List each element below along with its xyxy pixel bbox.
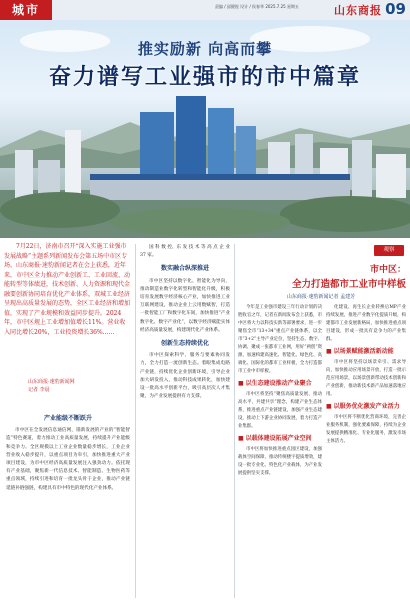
lead-paragraph: 7月22日，济南市召开“深入实施工业强市发展战略”主题系列新闻发布会第五场中市区专场。山东商报·速豹新闻记者在会上获悉，近年来，市中区全力推动产业创新工、工业回流、动能转型等体绩进，技术创新、人力资源和现代金融要创新协同培育优化产业体系，双城工业经济呈现出高质量发展的态势，全区工业经济和增加值，实现了产业规模和效益同步提升。2024年，市中区规上工业增加值增长11%。营业收入同比增长20%，工业投资增长36%…… <box>4 243 131 336</box>
observation-author: 山东商报·速豹新闻记者 孟建芳 <box>286 294 356 300</box>
head-scene: ■ 以场景赋能激活新动能 <box>326 348 406 356</box>
hero-kicker: 推实励新 向高而攀 <box>137 40 273 58</box>
observation-title: 市中区： <box>369 265 406 275</box>
column-2-text: 市中区坚持以数字化、智能化为导向，推动制造业数字化转型和智能化升级，积极培育发展数字经济核心产业，加快推进工业互联网建设，推动企业上云用数赋智，打造一批智能工厂和数字化车间，加快推进“产业数字化、数字产业化”，以数字经济赋能实体经济高质量发展，构建现代化产业体系。 <box>140 278 230 333</box>
head-carrier: ■ 以载体建设拓展产业空间 <box>238 435 322 443</box>
column-1-text: 市中区在全发展信息通信网，锚新发展的产业的“智能智造”特色赛道，着力推动工业高质量发展，持续提升产业能级和竞争力。全区规模以上工业企业数量稳步增长，工业企业营业收入稳步提升，以重点项目为牵引，加快推进重大产业项目建设，为市中区经济高质量发展注入强劲动力。依托现有产业基础，聚焦新一代信息技术、智能制造、生物医药等重点领域，持续引进和培育一批龙头骨干企业，推动产业链延链补链强链，构建具有市中特色的现代化产业体系。 <box>6 428 130 491</box>
column-divider <box>234 244 235 598</box>
head-ecology: ■ 以生态建设推动产业聚合 <box>238 380 322 388</box>
hero-title: 奋力谱写工业强市的市中篇章 <box>48 65 361 90</box>
subhead-industry-level: 产业能级不断跃升 <box>43 415 92 422</box>
column-2-intro: 国 科 数 控、东 发 技 术 等 高 点 企 业 37 家。 <box>140 245 230 259</box>
subhead-digital-fusion: 数实融合纵深推进 <box>160 265 209 273</box>
section-tag: 城市 <box>0 0 52 20</box>
column-3-text-2: 市中区将加快推进重点园区建设，加强载体空间保障，推动传统楼宇提质增效，建设一批专业化、特色化产业载体，为产业发展提供坚实支撑。 <box>238 447 322 476</box>
column-3 <box>238 304 322 598</box>
column-4-text-2: 市中区将不断优化营商环境，完善企业服务机制，强化要素保障，持续为企业发展提供精准化、专业化服务，激发市场主体活力。 <box>326 415 406 444</box>
column-3-text-1: 市中区将坚持“聚焦高质量发展、推动高水平、共建共享”理念，构建产业生态体系，推进重点产业链建设，加强产业生态建设，推动上下游企业协同发展，着力打造产业集群。 <box>238 392 322 429</box>
column-3-intro: 今年是工业强市建设三年行动计划的决胜收官之年，记者在新闻发布会上获悉，市中区将大力以科技实新等部署要求，进一步聚焦全市“13+34”重点产业链体系，以全市“3+2”主导产业定位，坚持生态、数字、协调、聚成一张都市工业网，用好“两创”资源，加速构建高速化、智能化、绿色化、高端化、国际化的都市工业样板，全力打造都市工业中市样板。 <box>238 305 322 374</box>
column-2 <box>140 244 230 598</box>
column-divider <box>135 244 136 598</box>
hero-photo <box>0 20 410 238</box>
column-4 <box>326 304 406 598</box>
subhead-innovation-ecology: 创新生态持续优化 <box>160 340 209 348</box>
byline: 山东商报·速豹新闻网 记者 李晨 <box>28 379 75 393</box>
city-skyline <box>0 90 410 238</box>
column-2-text-2: 市中区探索科学、服务与要素协同发力，全力打造一流创新生态。着眼集成电路产业链，持续优化企业创新环境，引导企业加大研发投入，推动科技成果转化，加快建设一批高水平创新平台，吸引高层次人才集聚，为产业发展提供有力支撑。 <box>140 353 230 400</box>
column-4-text-1: 市中区将坚持以场景牵引、需求导向，加快推动应用场景开放，打造一批示范应用场景，以场景创新带动技术创新和产业创新，推动新技术新产品加速落地应用。 <box>326 360 406 397</box>
column-4-text: 化建设、再生长企业转换后MP产业持续发展，推进产业数字化提质升级，构建都市工业发展新格局，加快推进重点项目建设，形成一批具有竞争力的产业集群。 <box>326 305 406 342</box>
newspaper-name: 山东商报 <box>334 4 382 17</box>
head-service: ■ 以服务优化激发产业活力 <box>326 403 406 411</box>
column-1 <box>6 410 130 598</box>
page-number: 09 <box>385 0 406 18</box>
observation-tag: 观察 <box>374 245 404 256</box>
observation-subtitle: 全力打造都市工业市中样板 <box>291 279 406 290</box>
page-meta: 责编 / 邱健锐 设计 / 侯春华 2025.7.25 星期五 <box>215 4 299 9</box>
